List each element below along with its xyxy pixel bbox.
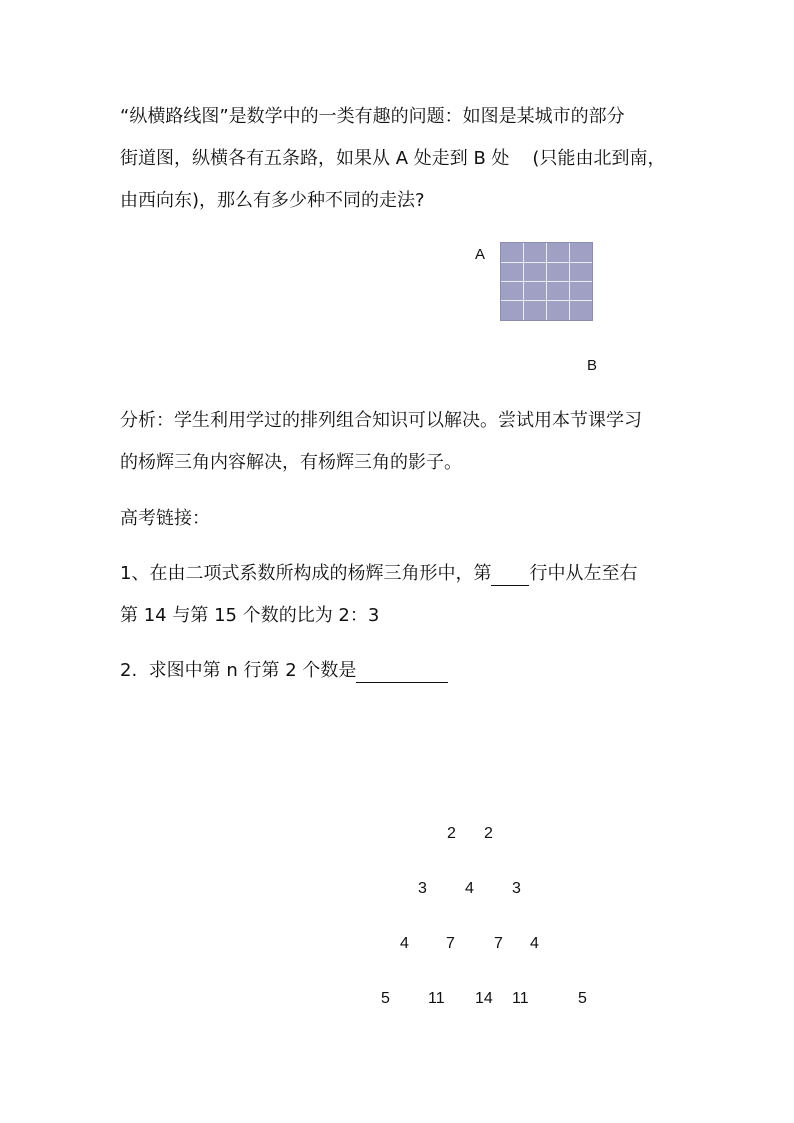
analysis-line-2: 的杨辉三角内容解决，有杨辉三角的影子。 bbox=[120, 452, 462, 473]
problem-line-2: 街道图，纵横各有五条路，如果从 A 处走到 B 处 (只能由北到南， bbox=[120, 148, 666, 169]
triangle-number: 4 bbox=[530, 935, 539, 952]
triangle-number: 2 bbox=[484, 825, 493, 842]
triangle-number: 5 bbox=[578, 990, 587, 1007]
problem-line-3: 由西向东)，那么有多少种不同的走法? bbox=[120, 190, 425, 211]
triangle-number: 4 bbox=[400, 935, 409, 952]
triangle-number: 3 bbox=[512, 880, 521, 897]
question-1-text-after: 行中从左至右 bbox=[529, 563, 638, 584]
point-a-label: A bbox=[475, 246, 486, 263]
question-2-line bbox=[120, 659, 448, 683]
triangle-number: 5 bbox=[381, 990, 390, 1007]
triangle-number: 7 bbox=[494, 935, 503, 952]
answer-blank-2[interactable] bbox=[356, 662, 448, 683]
triangle-number: 14 bbox=[475, 990, 493, 1007]
triangle-number: 11 bbox=[512, 990, 529, 1007]
street-grid bbox=[500, 242, 593, 321]
answer-blank-1[interactable] bbox=[491, 565, 529, 586]
problem-line-1: “纵横路线图”是数学中的一类有趣的问题：如图是某城市的部分 bbox=[120, 106, 625, 127]
triangle-number: 3 bbox=[418, 880, 427, 897]
point-b-label: B bbox=[587, 357, 598, 374]
question-2-text: 2. 求图中第 n 行第 2 个数是 bbox=[120, 660, 357, 681]
triangle-number: 4 bbox=[465, 880, 474, 897]
analysis-line-1: 分析：学生利用学过的排列组合知识可以解决。尝试用本节课学习 bbox=[120, 410, 642, 431]
question-1-line-2: 第 14 与第 15 个数的比为 2：3 bbox=[120, 605, 380, 626]
question-1-text-before: 1、在由二项式系数所构成的杨辉三角形中，第 bbox=[120, 563, 492, 584]
triangle-number: 2 bbox=[447, 825, 456, 842]
question-1-line-1 bbox=[120, 562, 637, 586]
triangle-number: 7 bbox=[446, 935, 455, 952]
triangle-number: 11 bbox=[428, 990, 445, 1007]
gaokao-heading: 高考链接： bbox=[120, 508, 210, 529]
